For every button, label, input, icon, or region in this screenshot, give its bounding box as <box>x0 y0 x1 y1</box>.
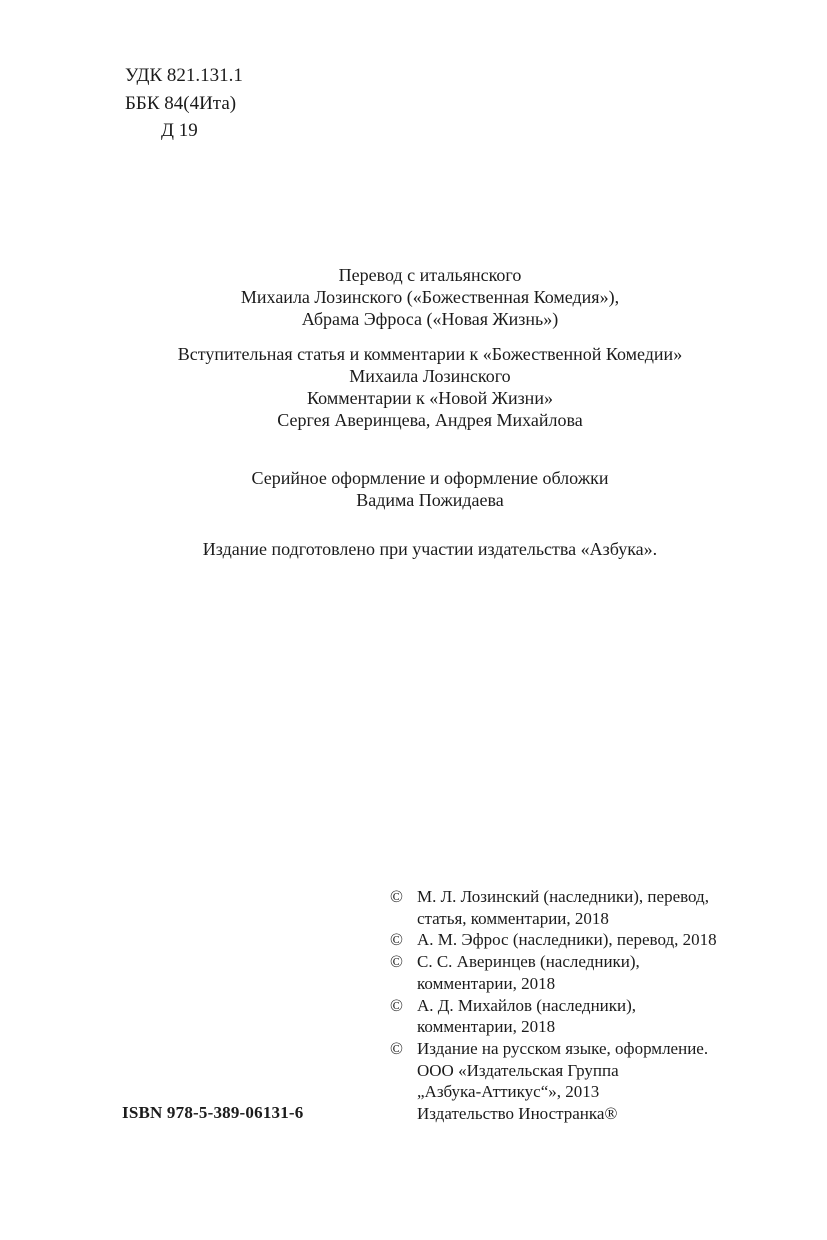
copyright-line: комментарии, 2018 <box>417 973 556 993</box>
copyright-icon: © <box>390 887 403 906</box>
translator-efros: Абрама Эфроса («Новая Жизнь») <box>301 309 559 329</box>
participation-text: Издание подготовлено при участии издательства «Азбука». <box>202 539 658 559</box>
copyright-icon: © <box>390 930 403 950</box>
copyright-entry <box>390 929 760 951</box>
bbk-code: ББК 84(4Ита) <box>125 92 237 114</box>
copyright-line: Издание на русском языке, оформление. <box>417 1038 709 1058</box>
copyright-line: Издательство Иностранка® <box>417 1104 618 1124</box>
copyright-line: „Азбука-Аттикус“», 2013 <box>417 1082 600 1102</box>
copyright-line: С. С. Аверинцев (наследники), <box>417 952 640 972</box>
translation-credits <box>36 264 824 330</box>
copyright-block <box>390 886 760 1125</box>
copyright-entry <box>390 951 760 994</box>
commentary-line-4: Сергея Аверинцева, Андрея Михайлова <box>277 410 583 430</box>
copyright-icon: © <box>390 1038 403 1058</box>
cataloguing-block <box>125 62 243 145</box>
translator-lozinsky: Михаила Лозинского («Божественная Комедия»), <box>240 287 620 307</box>
commentary-line-3: Комментарии к «Новой Жизни» <box>307 388 553 408</box>
commentary-line-1: Вступительная статья и комментарии к «Божественной Комедии» <box>177 344 683 364</box>
commentary-credits <box>36 343 824 431</box>
copyright-icon: © <box>390 952 403 972</box>
design-credits <box>36 467 824 511</box>
copyright-line: ООО «Издательская Группа <box>417 1060 619 1080</box>
copyright-line: статья, комментарии, 2018 <box>417 908 609 928</box>
copyright-line: М. Л. Лозинский (наследники), перевод, <box>417 887 709 906</box>
copyright-entry <box>390 995 760 1038</box>
copyright-entry <box>390 1038 760 1125</box>
author-sign: Д 19 <box>161 120 198 141</box>
copyright-line: А. М. Эфрос (наследники), перевод, 2018 <box>417 930 717 950</box>
udc-code: УДК 821.131.1 <box>125 65 243 86</box>
design-line-2: Вадима Пожидаева <box>356 490 504 510</box>
copyright-line: комментарии, 2018 <box>417 1017 556 1037</box>
commentary-line-2: Михаила Лозинского <box>349 366 511 386</box>
participation-note <box>36 538 824 560</box>
translation-heading: Перевод с итальянского <box>338 265 522 285</box>
isbn-number: ISBN 978-5-389-06131-6 <box>122 1103 304 1122</box>
design-line-1: Серийное оформление и оформление обложки <box>251 468 609 488</box>
copyright-line: А. Д. Михайлов (наследники), <box>417 995 637 1015</box>
copyright-entry <box>390 886 760 929</box>
copyright-icon: © <box>390 995 403 1015</box>
